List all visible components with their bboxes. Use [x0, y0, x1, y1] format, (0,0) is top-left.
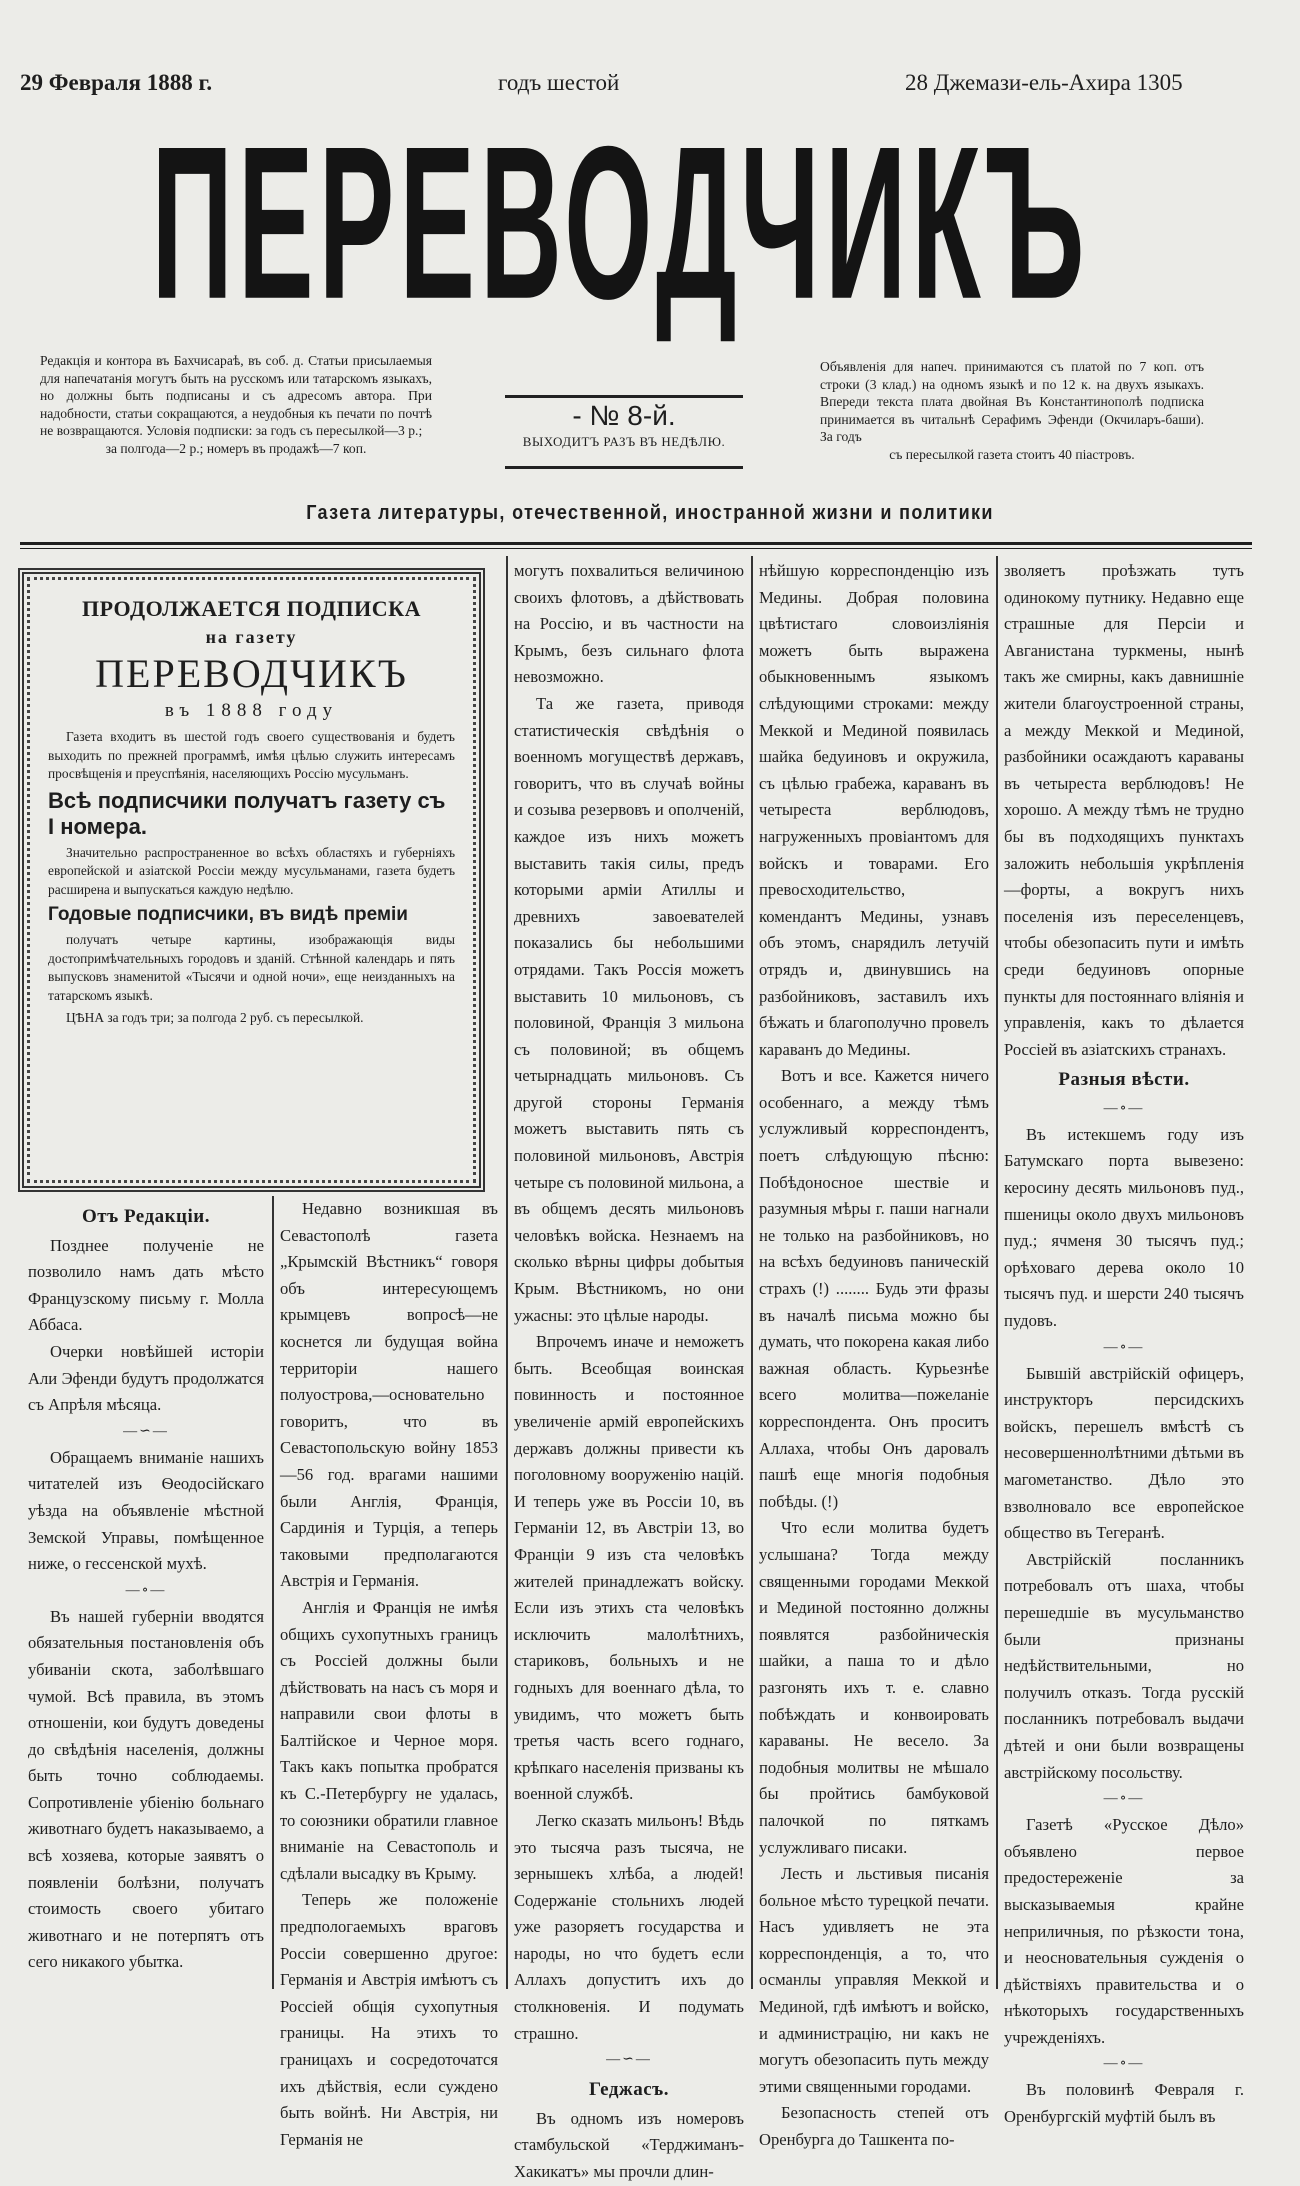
article-paragraph: Обращаемъ вниманіе нашихъ читателей изъ Ѳеодосійскаго уѣзда на объявленіе мѣстной Земской Управы, помѣщенное ниже, о гессенской мухѣ.: [28, 1447, 264, 1574]
article-paragraph: Позднее полученіе не позволило намъ дать мѣсто Французскому письму г. Молла Аббаса.: [28, 1235, 264, 1335]
section-divider: —∽—: [606, 2052, 652, 2068]
column-rule: [751, 556, 753, 1989]
article-paragraph: Въ истекшемъ году изъ Батумскаго порта вывезено: керосину десять мильоновъ пуд., пшеницы около двухъ мильоновъ пуд.; ячменя 30 тысячъ пуд.; орѣховаго дерева около 10 тысячъ пуд. и шерсти 240 тысячъ пудовъ.: [1004, 1124, 1244, 1331]
subscription-heading: ПРОДОЛЖАЕТСЯ ПОДПИСКА: [82, 596, 421, 621]
subscription-year: въ 1888 году: [164, 700, 339, 721]
tagline: Газета литературы, отечественной, иностранной жизни и политики: [306, 502, 994, 524]
advertising-info-text: Объявленія для напеч. принимаются съ платой по 7 коп. отъ строки (3 клад.) на одномъ языкѣ и по 12 к. на двухъ языкахъ. Впереди текста плата двойная Въ Константинополѣ подписка принимается въ читальнѣ Серафимъ Эфенди (Окчиларъ-баши). За годъ: [820, 359, 1204, 444]
article-paragraph: Газетѣ «Русское Дѣло» объявлено первое предостереженіе за высказываемыя крайне неприличныя, по рѣзкости тона, и неосновательныя сужденія о дѣйствіяхъ правительства и о нѣкоторыхъ государственныхъ учрежденіяхъ.: [1004, 1815, 1244, 2047]
article-paragraph: Очерки новѣйшей исторіи Али Эфенди будутъ продолжатся съ Апрѣля мѣсяца.: [28, 1341, 264, 1415]
article-paragraph: Легко сказать мильонъ! Вѣдь это тысяча разъ тысяча, не зернышекъ хлѣба, а людей! Содержаніе стольнихъ людей уже разоряетъ государства и народы, но что будетъ если Аллахъ допуститъ ихъ до столкновенія. И подумать страшно.: [514, 1810, 744, 2043]
subscription-subheading: на газету: [205, 627, 298, 647]
hijri-date: 28 Джемази-ель-Ахира 1305: [905, 70, 1183, 95]
article-paragraph: Въ одномъ изъ номеровъ стамбульской «Терджиманъ-Хакикатъ» мы прочли длин-: [514, 2108, 744, 2182]
column-1: [28, 1200, 264, 1976]
column-2: [280, 1196, 498, 2153]
subscription-text: Газета входитъ въ шестой годъ своего существованія и будетъ выходить по прежней программѣ, имѣя цѣлью служить интересамъ просвѣщенія и преуспѣянія, населяющихъ Россію мусульманъ.: [48, 729, 455, 781]
subscription-premium: Годовые подписчики, въ видѣ преміи: [48, 904, 408, 925]
article-paragraph: Теперь же положеніе предпологаемыхъ враговъ Россіи совершенно другое: Германія и Австрія имѣютъ съ Россіей общія сухопутныя границы. На этихъ то границахъ и сосредоточатся ихъ дѣйствія, если суждено быть войнѣ. Ни Австрія, ни Германія не: [280, 1890, 498, 2149]
section-divider: —∘—: [1103, 2056, 1145, 2072]
article-paragraph: Англія и Франція не имѣя общихъ сухопутныхъ границъ съ Россіей должны были дѣйствовать на насъ съ моря и направили свои флоты в Балтійское и Черное моря. Такъ какъ попытка пробратся къ С.-Петербургу не удалась, то союзники обратили главное вниманіе на Севастополь и сдѣлали высадку въ Крыму.: [280, 1597, 498, 1883]
column-rule: [996, 556, 998, 1989]
article-paragraph: Лесть и льстивыя писанія больное мѣсто турецкой печати. Насъ удивляетъ не эта корреспонденція, а то, что османлы управляя Меккой и Мединой, гдѣ имѣютъ и войско, и администрацію, ни какъ не могутъ обезопасить путь между этими священными городами.: [759, 1864, 989, 2096]
article-paragraph: Что если молитва будетъ услышана? Тогда между священными городами Меккой и Мединой постоянно должны появлятся разбойническія шайки, а паша то и дѣло разгонять ихъ т. е. славно побѣждать и конвоировать караваны. Не весело. За подобныя молитвы не мѣшало бы пройтись бамбуковой палочкой по пяткамъ услужливаго писаки.: [759, 1518, 989, 1857]
article-paragraph: Австрійскій посланникъ потребовалъ отъ шаха, чтобы перешедшіе въ мусульманство были признаны недѣйствительными, но получилъ отказъ. Тогда русскій посланникъ потребовалъ выдачи дѣтей и они были возвращены австрійскому посольству.: [1004, 1549, 1244, 1782]
editorial-info: [40, 352, 432, 457]
section-divider: —∘—: [1103, 1339, 1145, 1355]
advertising-info-price: съ пересылкой газета стоитъ 40 піастровъ.: [889, 446, 1135, 462]
column-3: [514, 558, 744, 2186]
section-heading: Геджасъ.: [589, 2079, 669, 2101]
article-paragraph: Та же газета, приводя статистическія свѣдѣнія о военномъ могуществѣ державъ, говоритъ, что въ случаѣ войны и созыва резервовъ и ополченій, каждое изъ нихъ можетъ выставить такія силы, предъ которыми арміи Атиллы и древнихъ завоевателей показались бы небольшими отрядами. Такъ Россія можетъ выставить 10 мильоновъ, съ половиной, Франція 3 мильона съ половиной; въ общемъ четырнадцать мильоновъ. Съ другой стороны Германія можетъ выставить пять съ половиной мильоновъ, Австрія четыре съ половиной мильона, а въ общемъ десять мильоновъ человѣкъ войска. Незнаемъ на сколько вѣрны цифры добытыя Крым. Вѣстникомъ, но они ужасны: это цѣлые народы.: [514, 693, 744, 1325]
column-5: [1004, 558, 1244, 2131]
divider-rule: [20, 548, 1252, 549]
issue-date: 29 Февраля 1888 г.: [20, 70, 213, 95]
article-paragraph: нѣйшую корреспонденцію изъ Медины. Добрая половина цвѣтистаго словоизліянія можетъ быть выражена обыкновеннымъ языкомъ слѣдующими строками: между Меккой и Мединой появилась шайка бедуиновъ и окружила, съ цѣлью грабежа, караванъ въ четыреста верблюдовъ, нагруженныхъ провіантомъ для войскъ и товарами. Его превосходительство, комендантъ Медины, узнавъ объ этомъ, снарядилъ летучій отрядъ и, двинувшись на разбойниковъ, заставилъ ихъ бѣжать и благополучно провелъ караванъ до Медины.: [759, 561, 989, 1059]
column-4: [759, 558, 989, 2154]
subscription-paper-name: ПЕРЕВОДЧИКЪ: [95, 651, 408, 696]
section-divider: —∘—: [125, 1582, 167, 1598]
article-paragraph: Недавно возникшая въ Севастополѣ газета „Крымскій Вѣстникъ“ говоря объ интересующемъ крымцевъ вопросѣ—не коснется ли будущая война территоріи нашего полуострова,—основательно говоритъ, что въ Севастопольскую войну 1853—56 год. врагами нашими были Англія, Франція, Сардинія и Турція, а теперь таковыми предполагаются Австрія и Германія.: [280, 1199, 498, 1591]
article-paragraph: Въ половинѣ Февраля г. Оренбургскій муфтій былъ въ: [1004, 2080, 1244, 2127]
advertising-info: [820, 358, 1204, 463]
issue-number: - № 8-й.: [572, 400, 676, 431]
subscription-text: Значительно распространенное во всѣхъ областяхъ и губерніяхъ европейской и азіатской Россіи между мусульманами, газета будетъ расширена и выпускаться каждую недѣлю.: [48, 844, 455, 897]
subscription-price: ЦѢНА за годъ три; за полгода 2 руб. съ пересылкой.: [66, 1010, 364, 1025]
column-rule: [506, 556, 508, 1989]
subscription-highlight: Всѣ подписчики получатъ газету съ I номера.: [48, 787, 446, 839]
volume-year: годъ шестой: [498, 70, 620, 95]
section-divider: —∽—: [123, 1423, 169, 1439]
editorial-info-price: за полгода—2 р.; номеръ въ продажѣ—7 коп.: [105, 440, 367, 456]
article-paragraph: Впрочемъ иначе и неможетъ быть. Всеобщая воинская повинность и постоянное увеличеніе армій европейскихъ державъ должны привести къ поголовному вооруженію націй. И теперь уже въ Россіи 10, въ Германіи 12, въ Австріи 13, во Франціи 9 изъ ста человѣкъ жителей принадлежатъ войску. Если изъ этихъ ста человѣкъ исключить малолѣтнихъ, стариковъ, больныхъ и не годныхъ для военнаго дѣла, то увидимъ, что можетъ быть третья часть всего годнаго, крѣпкаго населенія призваны къ военной службѣ.: [514, 1332, 744, 1804]
editorial-info-text: Редакція и контора въ Бахчисараѣ, въ соб. д. Статьи присылаемыя для напечатанія могутъ быть на русскомъ или татарскомъ языкахъ, но должны быть подписаны и съ адресомъ автора. При надобности, статьи сокращаются, а неудобныя къ печати по почтѣ не возвращаются. Условія подписки: за годъ съ пересылкой—3 р.;: [40, 353, 432, 438]
article-paragraph: зволяетъ проѣзжать тутъ одинокому путнику. Недавно еще страшные для Персіи и Авганистана туркмены, нынѣ такъ же смирны, какъ давнишніе жители благоустроенной страны, а между Меккой и Мединой, разбойники осаждаютъ караваны въ четыреста верблюдовъ! Не хорошо. А между тѣмъ не трудно бы въ подходящихъ пунктахъ заложить небольшія укрѣпленія—форты, а вокругъ нихъ поселенія изъ переселенцевъ, чтобы обезопасить пути и имѣть среди бедуиновъ опорные пункты для постояннаго вліянія и управленія, какъ то дѣлается Россіей въ азіатскихъ странахъ.: [1004, 561, 1244, 1059]
subscription-text: получатъ четыре картины, изображающія виды достопримѣчательныхъ городовъ и зданій. Стѣнной календарь и пять выпусковъ знаменитой «Тысячи и одной ночи», еще неизданныхъ на татарскомъ языкѣ.: [48, 932, 455, 1003]
article-paragraph: Въ нашей губерніи вводятся обязательныя постановленія объ убиваніи скота, заболѣвшаго чумой. Всѣ правила, въ этомъ отношеніи, кои будутъ доведены до свѣдѣнія населенія, должны быть точно соблюдаемы. Сопротивленіе убіенію больнаго животнаго будетъ наказываемо, а всѣ хозяева, которые заявятъ о появленіи болѣзни, получатъ стоимость своего убитаго животнаго и не потерпятъ отъ сего никакого убытка.: [28, 1606, 264, 1972]
article-paragraph: Бывшій австрійскій офицеръ, инструкторъ персидскихъ войскъ, перешелъ вмѣстѣ съ несовершеннолѣтними дѣтьми въ магометанство. Дѣло это взволновало все европейское общество въ Тегеранѣ.: [1004, 1363, 1244, 1543]
article-paragraph: Вотъ и все. Кажется ничего особеннаго, а между тѣмъ услужливый корреспондентъ, поетъ слѣдующую пѣсню: Побѣдоносное шествіе и разумныя мѣры г. паши нагнали не только на разбойниковъ, но на всѣхъ бедуиновъ паническій страхъ (!) ........ Будь эти фразы въ началѣ письма можно бы думать, что покорена какая либо важная область. Курьезнѣе всего молитва—пожеланіе корреспондента. Онъ проситъ Аллаха, чтобы Онъ даровалъ пашѣ еще многія подобныя побѣды. (!): [759, 1066, 989, 1511]
issue-number-box: [505, 395, 743, 469]
article-paragraph: Безопасность степей отъ Оренбурга до Ташкента по-: [759, 2103, 989, 2150]
column-rule: [272, 1196, 274, 1989]
article-paragraph: могутъ похвалиться величиною своихъ флотовъ, а дѣйствовать на Россію, и въ частности на Крымъ, безъ сильнаго флота невозможно.: [514, 561, 744, 687]
divider-rule: [20, 542, 1252, 545]
section-heading: Отъ Редакціи.: [82, 1206, 210, 1227]
masthead-title: [100, 101, 1140, 345]
section-divider: —∘—: [1103, 1100, 1145, 1116]
masthead-title-text: ПЕРЕВОДЧИКЪ: [151, 101, 1089, 345]
subscription-notice: [18, 568, 485, 1192]
section-divider: —∘—: [1103, 1791, 1145, 1807]
section-heading: Разныя вѣсти.: [1058, 1069, 1190, 1091]
issue-frequency: ВЫХОДИТЪ РАЗЪ ВЪ НЕДѢЛЮ.: [522, 434, 726, 449]
